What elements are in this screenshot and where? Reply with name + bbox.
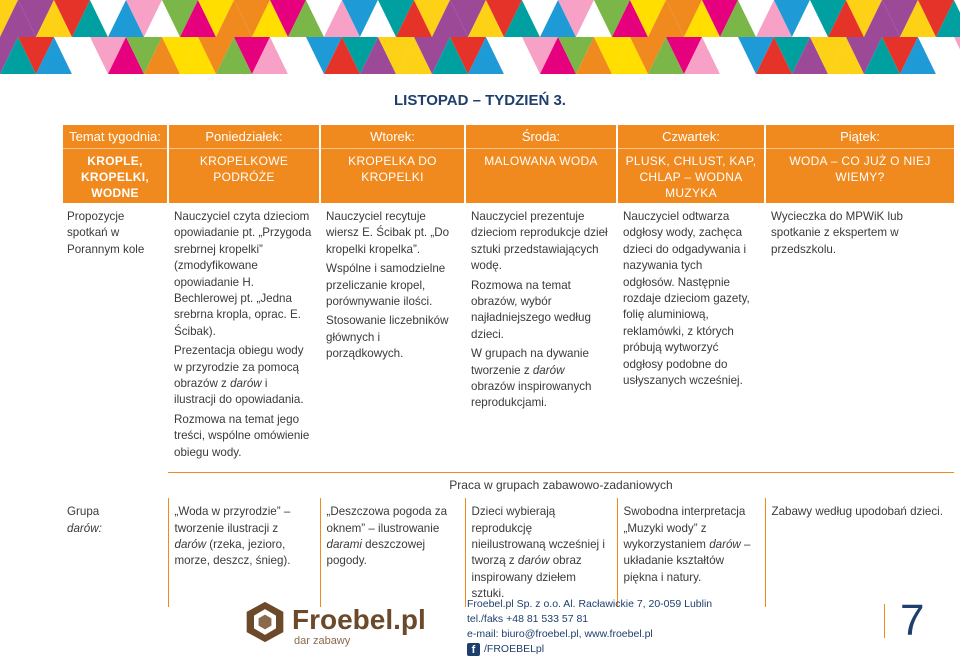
thursday-activities <box>617 203 765 468</box>
friday-p1: Wycieczka do MPWiK lub spotkanie z ekspertem w przedszkolu. <box>771 210 903 256</box>
text-italic: darów <box>174 537 207 551</box>
text-italic: darami <box>326 537 362 551</box>
friday-activities <box>765 203 954 468</box>
row-label-group <box>63 498 168 606</box>
friday-group: Zabawy według upodobań dzieci. <box>765 498 954 606</box>
text-italic: darów <box>709 537 741 551</box>
logo-tagline: dar zabawy <box>294 635 351 647</box>
header-topic <box>63 125 168 216</box>
text: „Woda w przyrodzie” – tworzenie ilustracji z <box>174 505 291 535</box>
thursday-p1: Nauczyciel odtwarza odgłosy wody, zachęca dzieci do odgadywania i nazywania tych odgłosów. Następnie rozdaje dzieciom gazety, folię aluminiową, reklamówki, z których próbują wytworzyć odgłosy podobne do usłyszanych wcześniej. <box>623 210 750 388</box>
header-thursday <box>617 125 765 203</box>
monday-p1: Nauczyciel czyta dzieciom opowiadanie pt. „Przygoda srebrnej kropelki” (zmodyfikowane opowiadanie H. Bechlerowej pt. „Jedna srebrna kropla, oprac. E. Ścibak). <box>174 210 312 338</box>
monday-p2 <box>174 343 312 409</box>
froebel-logo-icon <box>243 600 287 644</box>
logo-wordmark: Froebel.pl <box>292 604 426 635</box>
text: „Deszczowa pogoda za oknem” – ilustrowanie <box>326 505 448 535</box>
activities-row <box>63 203 954 468</box>
text: Grupa <box>67 505 100 519</box>
tuesday-p3: Stosowanie liczebników głównych i porządkowych. <box>326 314 449 361</box>
text: Prezentacja obiegu wody w przyrodzie za pomocą obrazów z <box>174 344 304 391</box>
header-monday <box>168 125 320 203</box>
text: Dzieci wybierają reprodukcję nieilustrowaną wcześniej i tworzą z <box>471 505 605 568</box>
text: obrazów inspirowanych reprodukcjami. <box>471 380 592 410</box>
monday-activities <box>168 203 320 468</box>
facebook-handle[interactable]: /FROEBELpl <box>484 643 545 655</box>
text: deszczowej pogody. <box>326 537 426 568</box>
day-topic: KROPELKOWE PODRÓŻE <box>199 154 289 184</box>
text: (rzeka, jezioro, morze, deszcz, śnieg). <box>174 537 291 568</box>
day-topic: PLUSK, CHLUST, KAP, CHLAP – WODNA MUZYKA <box>625 154 757 200</box>
header-row <box>63 125 954 203</box>
band-spacer <box>63 468 168 498</box>
page-number-divider <box>884 604 885 638</box>
day-topic: KROPELKA DO KROPELKI <box>348 154 437 184</box>
day-topic: WODA – CO JUŻ O NIEJ WIEMY? <box>789 154 931 184</box>
wednesday-p2: Rozmowa na temat obrazów, wybór najładniejszego według dzieci. <box>471 278 591 341</box>
email-website[interactable]: e-mail: biuro@froebel.pl, www.froebel.pl <box>467 628 653 640</box>
address: Froebel.pl Sp. z o.o. Al. Racławickie 7, 20-059 Lublin <box>467 598 713 610</box>
text: W grupach na dywanie tworzenie z <box>471 347 589 377</box>
monday-group <box>168 498 320 606</box>
wednesday-p1: Nauczyciel prezentuje dzieciom reprodukcje dzieł sztuki przedstawiających wodę. <box>471 210 608 273</box>
contact-block <box>467 597 747 657</box>
wednesday-p3 <box>471 346 609 412</box>
monday-p3: Rozmowa na temat jego treści, wspólne omówienie obiegu wody. <box>174 412 310 459</box>
day-label: Piątek: <box>766 125 954 149</box>
header-tuesday <box>320 125 465 203</box>
day-label: Środa: <box>466 125 616 149</box>
text: Swobodna interpretacja „Muzyki wody” z wykorzystaniem <box>623 505 746 551</box>
facebook-icon: f <box>467 643 480 656</box>
wednesday-group <box>465 498 617 606</box>
band-label: Praca w grupach zabawowo-zadaniowych <box>168 472 954 493</box>
header-friday <box>765 125 954 203</box>
band-cell <box>168 468 954 498</box>
text-italic: darów: <box>67 521 102 535</box>
page-title: LISTOPAD – TYDZIEŃ 3. <box>394 92 566 109</box>
tuesday-p1: Nauczyciel recytuje wiersz E. Ścibak pt. „Do kropelki kropelka”. <box>326 210 450 256</box>
day-label: Poniedziałek: <box>169 125 319 149</box>
wednesday-activities <box>465 203 617 468</box>
text-italic: darów <box>532 363 565 377</box>
group-row <box>63 498 954 606</box>
row-label-activities: Propozycje spotkań w Porannym kole <box>67 210 145 256</box>
text: i ilustracji do opowiadania. <box>174 377 304 407</box>
page-number: 7 <box>900 596 925 645</box>
decorative-triangle-banner <box>0 0 960 74</box>
day-topic: MALOWANA WODA <box>484 154 598 168</box>
tuesday-activities <box>320 203 465 468</box>
phone: tel./faks +48 81 533 57 81 <box>467 613 589 625</box>
text-italic: darów <box>230 377 262 391</box>
day-label: Wtorek: <box>321 125 464 149</box>
day-label: Czwartek: <box>618 125 764 149</box>
band-row <box>63 468 954 498</box>
header-wednesday <box>465 125 617 203</box>
tuesday-group <box>320 498 465 606</box>
thursday-group <box>617 498 765 606</box>
header-label: Temat tygodnia: <box>63 125 167 149</box>
text-italic: darów <box>517 554 550 568</box>
text: obraz inspirowany dziełem sztuki. <box>471 554 582 601</box>
week-topic: KROPLE, KROPELKI, WODNE FIGIELKI <box>80 154 150 216</box>
tuesday-p2: Wspólne i samodzielne przeliczanie kropel, porównywanie ilości. <box>326 262 446 309</box>
text: – układanie kształtów piękna i natury. <box>623 537 751 584</box>
weekly-plan-table <box>63 125 954 607</box>
facebook-row[interactable] <box>467 642 747 657</box>
